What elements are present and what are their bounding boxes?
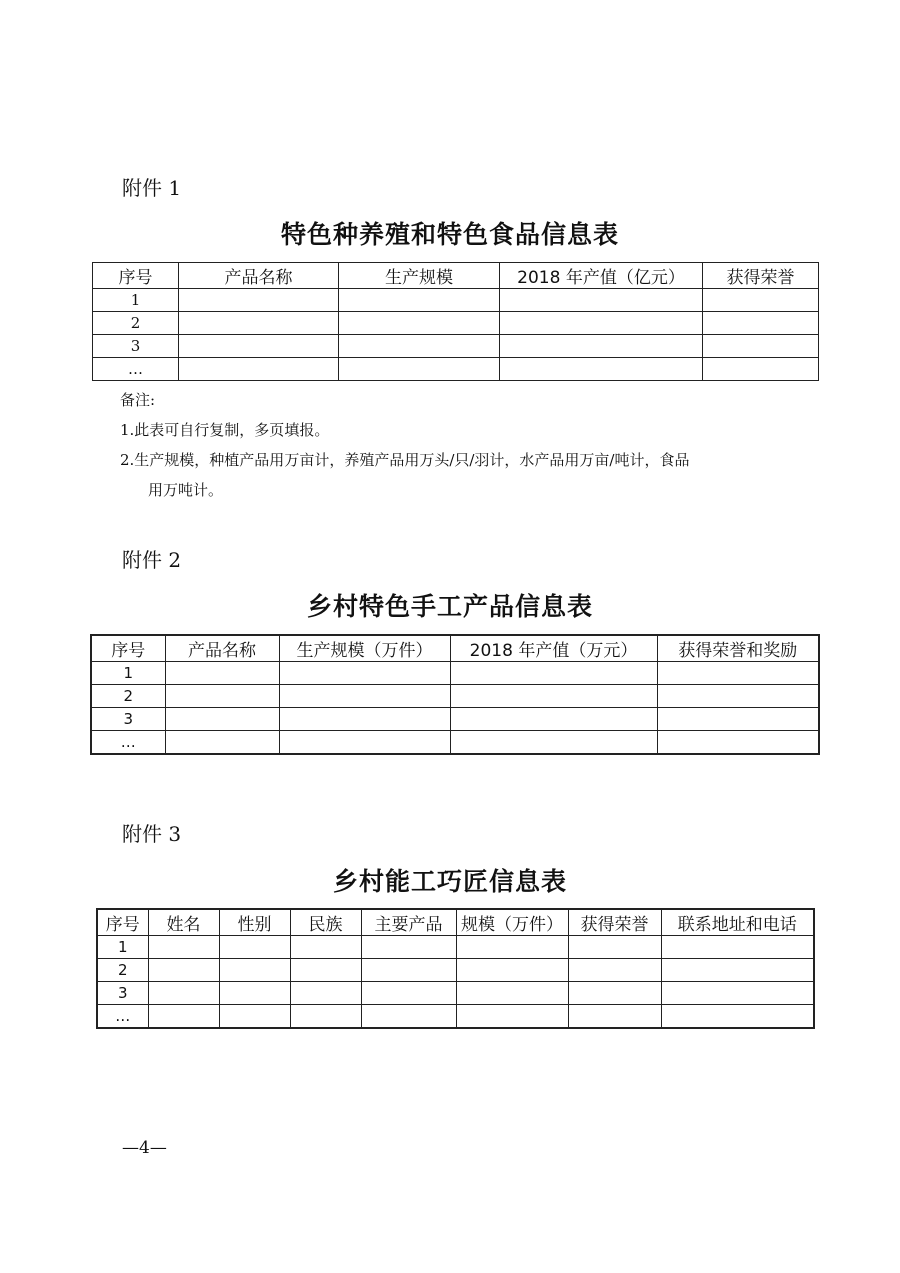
table-cell — [657, 731, 819, 754]
table-cell — [165, 708, 279, 731]
row-number: 1 — [93, 289, 179, 312]
table-cell — [361, 1005, 456, 1028]
table-cell — [339, 312, 500, 335]
header-cell: 民族 — [290, 909, 361, 936]
table-cell — [148, 1005, 219, 1028]
table-row — [93, 358, 819, 381]
header-cell: 生产规模 — [339, 263, 500, 289]
table-cell — [339, 358, 500, 381]
header-cell: 序号 — [91, 635, 165, 662]
row-number: 2 — [93, 312, 179, 335]
table-cell — [179, 289, 339, 312]
table-cell — [703, 335, 819, 358]
table-cell — [279, 662, 450, 685]
notes-item: 2.生产规模，种植产品用万亩计，养殖产品用万头/只/羽计，水产品用万亩/吨计，食品 — [120, 451, 690, 469]
header-cell: 产品名称 — [165, 635, 279, 662]
attachment-3-table — [96, 908, 815, 1029]
table-cell — [703, 358, 819, 381]
table-row — [91, 731, 819, 754]
table-cell — [290, 936, 361, 959]
table-cell — [179, 358, 339, 381]
row-number: 2 — [91, 685, 165, 708]
table-cell — [339, 289, 500, 312]
table-cell — [148, 959, 219, 982]
row-number: 3 — [93, 335, 179, 358]
table-cell — [179, 335, 339, 358]
table-cell — [500, 358, 703, 381]
attachment-3-label: 附件 3 — [122, 822, 182, 846]
row-number: … — [93, 358, 179, 381]
table-cell — [165, 662, 279, 685]
table-cell — [661, 1005, 814, 1028]
table-row — [93, 335, 819, 358]
table-cell — [500, 335, 703, 358]
table-row — [91, 662, 819, 685]
row-number: 1 — [97, 936, 148, 959]
table-cell — [450, 662, 657, 685]
table-cell — [219, 982, 290, 1005]
table-cell — [148, 936, 219, 959]
table-cell — [450, 685, 657, 708]
table-cell — [148, 982, 219, 1005]
table-header-row — [93, 263, 819, 289]
header-cell: 2018 年产值（亿元） — [500, 263, 703, 289]
header-cell: 序号 — [93, 263, 179, 289]
attachment-2-label: 附件 2 — [122, 548, 182, 572]
row-number: … — [91, 731, 165, 754]
header-cell: 生产规模（万件） — [279, 635, 450, 662]
header-cell: 性别 — [219, 909, 290, 936]
page-number: —4— — [122, 1138, 167, 1158]
attachment-3-title: 乡村能工巧匠信息表 — [332, 867, 567, 896]
table-row — [91, 708, 819, 731]
table-row — [97, 982, 814, 1005]
table-header-row — [97, 909, 814, 936]
table-cell — [456, 959, 568, 982]
table-cell — [279, 731, 450, 754]
table-cell — [450, 731, 657, 754]
table-cell — [568, 982, 661, 1005]
table-cell — [290, 982, 361, 1005]
header-cell: 联系地址和电话 — [661, 909, 814, 936]
header-cell: 序号 — [97, 909, 148, 936]
attachment-1-notes — [120, 385, 800, 505]
table-cell — [456, 936, 568, 959]
table-cell — [290, 959, 361, 982]
table-cell — [219, 959, 290, 982]
table-header-row — [91, 635, 819, 662]
row-number: 3 — [91, 708, 165, 731]
table-cell — [661, 936, 814, 959]
header-cell: 规模（万件） — [456, 909, 568, 936]
attachment-2-table — [90, 634, 820, 755]
attachment-2-title: 乡村特色手工产品信息表 — [306, 592, 593, 621]
row-number: 3 — [97, 982, 148, 1005]
header-cell: 获得荣誉 — [703, 263, 819, 289]
table-cell — [450, 708, 657, 731]
table-cell — [661, 959, 814, 982]
row-number: … — [97, 1005, 148, 1028]
table-row — [93, 289, 819, 312]
table-row — [91, 685, 819, 708]
table-cell — [568, 936, 661, 959]
table-cell — [456, 982, 568, 1005]
header-cell: 产品名称 — [179, 263, 339, 289]
header-cell: 2018 年产值（万元） — [450, 635, 657, 662]
table-cell — [703, 312, 819, 335]
row-number: 2 — [97, 959, 148, 982]
table-cell — [703, 289, 819, 312]
table-cell — [290, 1005, 361, 1028]
notes-item-continuation: 用万吨计。 — [148, 481, 224, 499]
table-cell — [165, 731, 279, 754]
table-row — [97, 936, 814, 959]
table-cell — [279, 708, 450, 731]
attachment-1-table — [92, 262, 819, 381]
table-cell — [657, 708, 819, 731]
table-cell — [361, 982, 456, 1005]
header-cell: 获得荣誉和奖励 — [657, 635, 819, 662]
table-cell — [661, 982, 814, 1005]
table-row — [97, 959, 814, 982]
header-cell: 主要产品 — [361, 909, 456, 936]
table-cell — [500, 312, 703, 335]
table-cell — [339, 335, 500, 358]
table-cell — [179, 312, 339, 335]
table-row — [93, 312, 819, 335]
notes-heading: 备注: — [120, 391, 156, 409]
header-cell: 姓名 — [148, 909, 219, 936]
table-cell — [165, 685, 279, 708]
table-cell — [568, 959, 661, 982]
notes-item: 1.此表可自行复制，多页填报。 — [120, 421, 330, 439]
header-cell: 获得荣誉 — [568, 909, 661, 936]
table-cell — [500, 289, 703, 312]
table-cell — [219, 1005, 290, 1028]
table-cell — [219, 936, 290, 959]
table-cell — [361, 959, 456, 982]
table-row — [97, 1005, 814, 1028]
attachment-1-label: 附件 1 — [122, 176, 182, 200]
attachment-1-title: 特色种养殖和特色食品信息表 — [280, 220, 619, 249]
table-cell — [568, 1005, 661, 1028]
table-cell — [361, 936, 456, 959]
table-cell — [657, 662, 819, 685]
table-cell — [279, 685, 450, 708]
table-cell — [657, 685, 819, 708]
row-number: 1 — [91, 662, 165, 685]
table-cell — [456, 1005, 568, 1028]
